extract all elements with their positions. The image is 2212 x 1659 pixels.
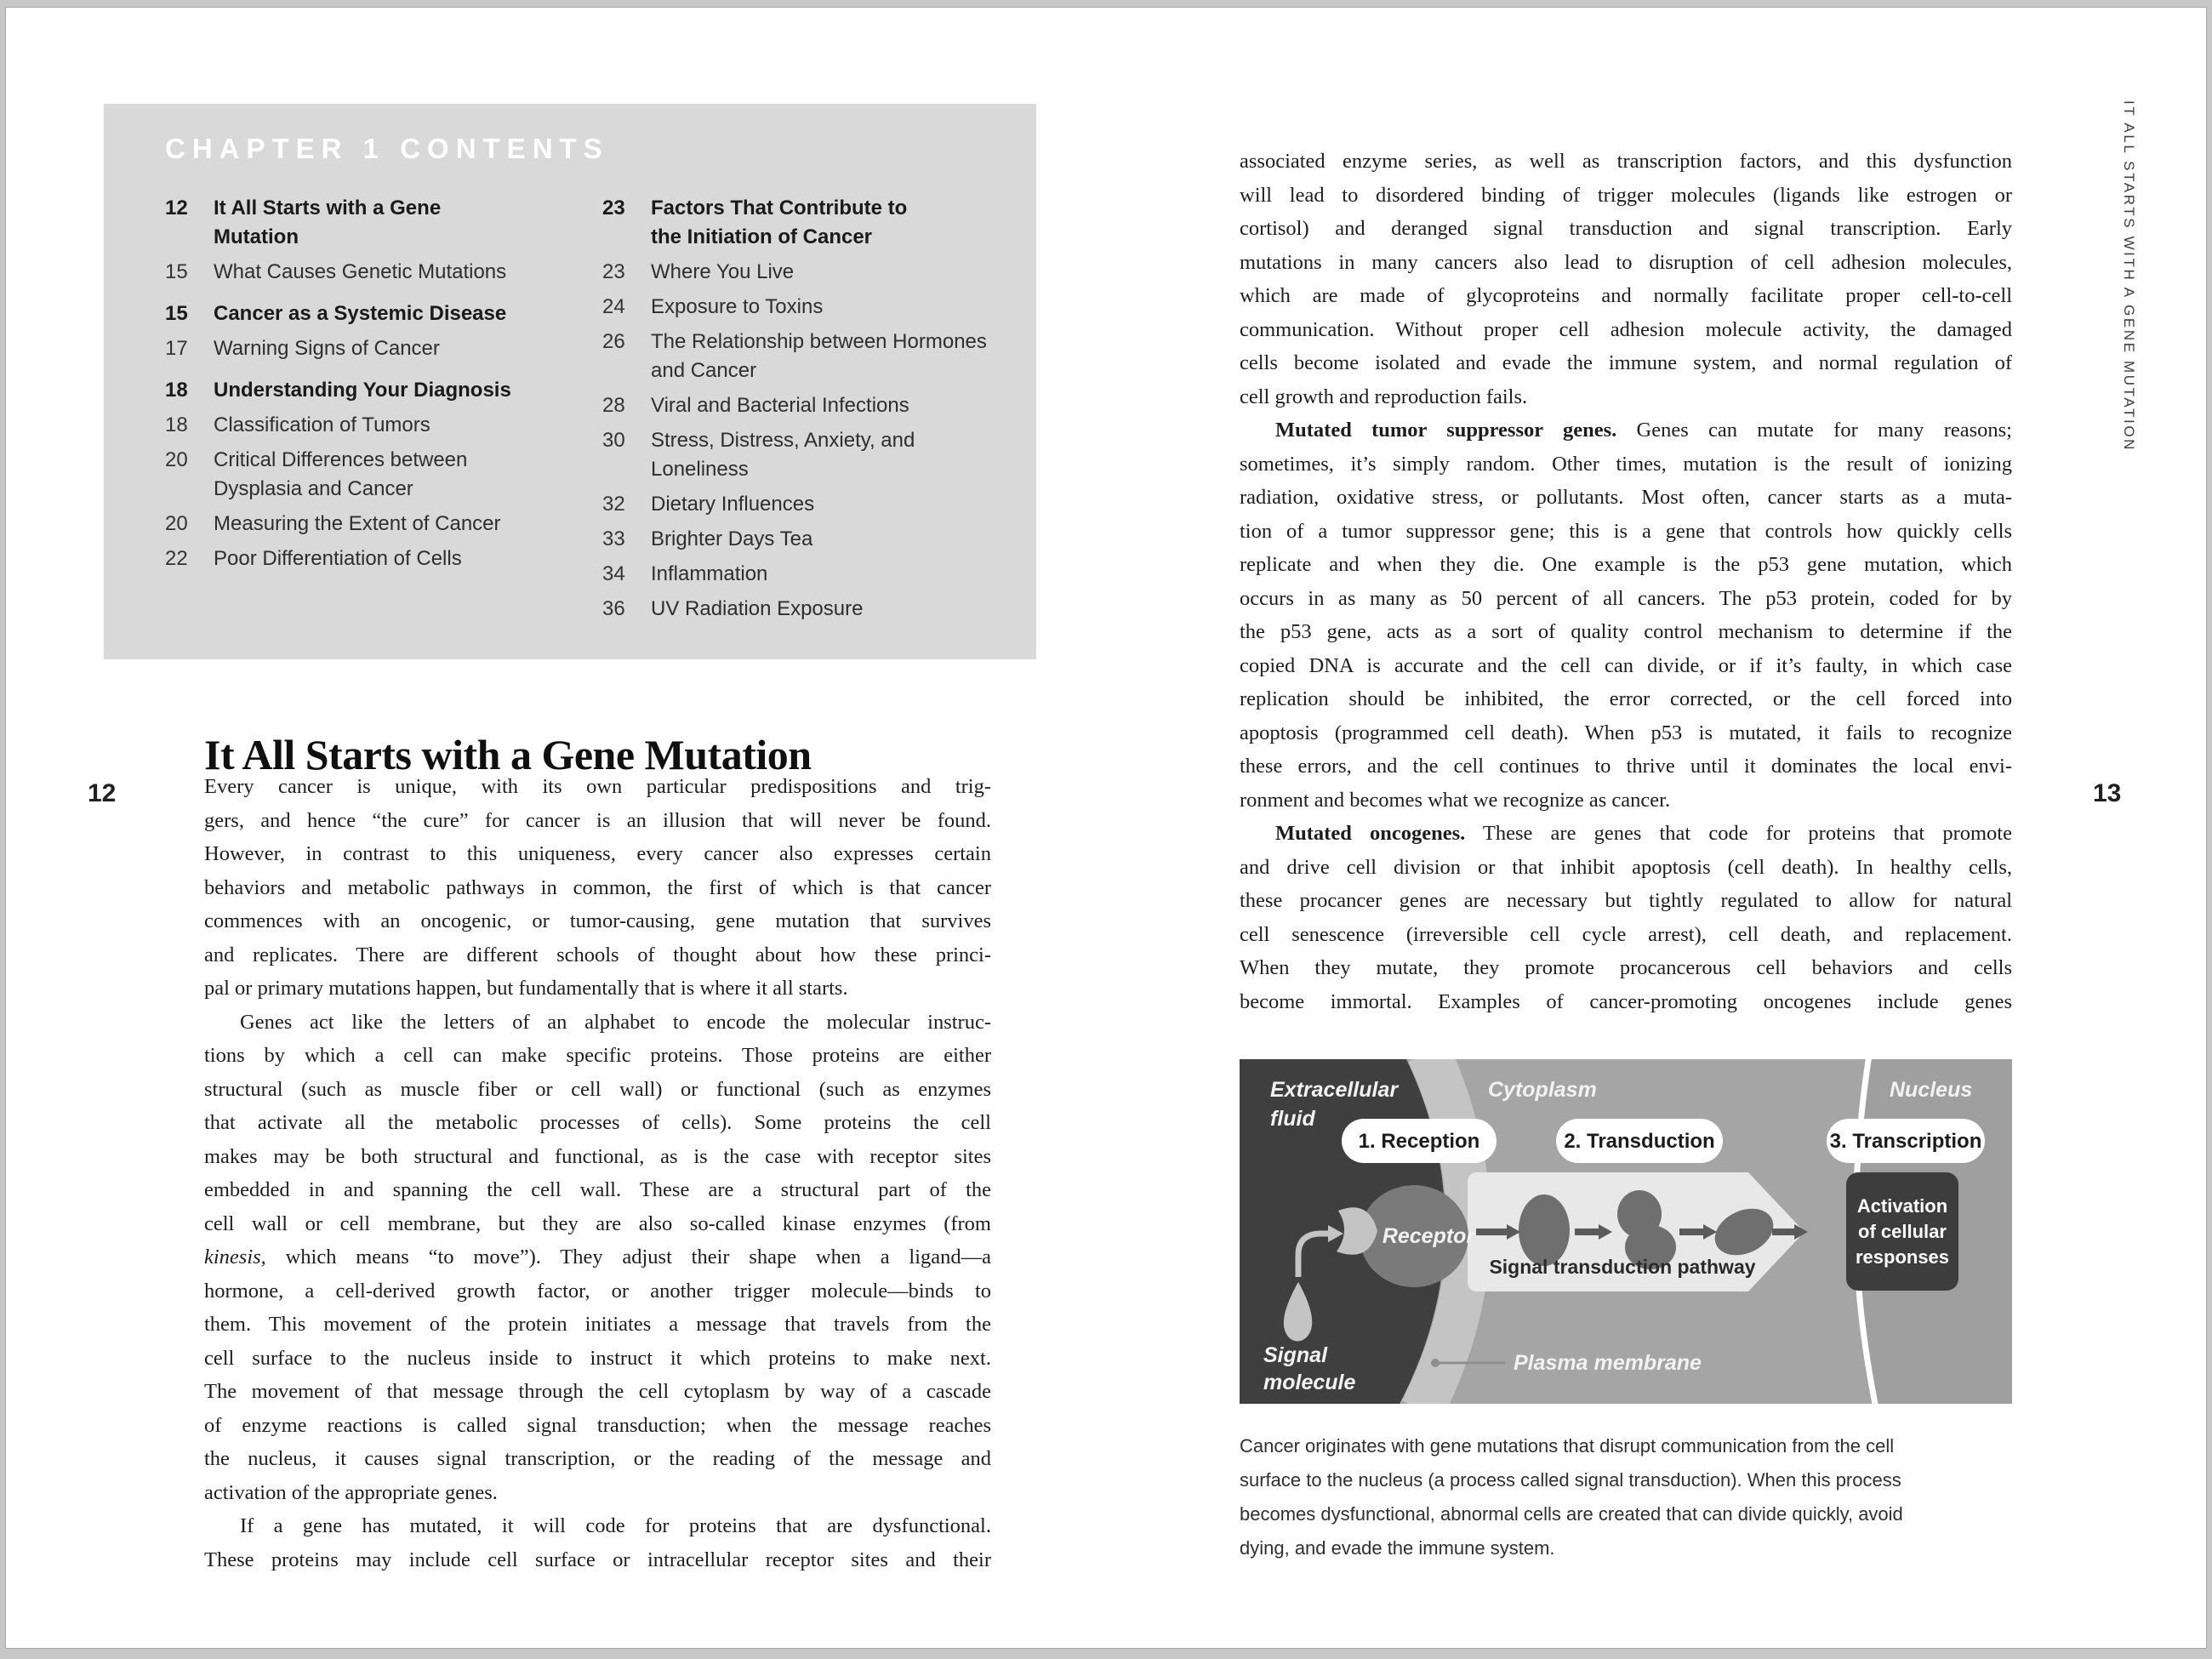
toc-entry bbox=[165, 376, 602, 405]
figure-svg bbox=[1240, 1059, 2012, 1404]
text-line: them. This movement of the protein initiates a message that travels from the bbox=[204, 1313, 991, 1336]
toc-entry-page: 17 bbox=[165, 337, 188, 360]
toc-entry-page: 20 bbox=[165, 512, 188, 535]
text-line: which are made of glycoproteins and normally facilitate proper cell-to-cell bbox=[1240, 284, 2012, 307]
text-line: Every cancer is unique, with its own particular predispositions and trig- bbox=[204, 775, 991, 798]
text-line: Cancer originates with gene mutations that disrupt communication from the cell bbox=[1240, 1435, 1895, 1457]
text-line: These proteins may include cell surface or intracellular receptor sites and their bbox=[204, 1548, 991, 1571]
page-number-right: 13 bbox=[2093, 779, 2122, 807]
receptor-label: Receptor bbox=[1382, 1224, 1475, 1248]
text-line: and drive cell division or that inhibit apoptosis (cell death). In healthy cells, bbox=[1240, 855, 2012, 879]
toc-entry bbox=[165, 510, 602, 539]
toc-entry-title: What Causes Genetic Mutations bbox=[214, 260, 507, 283]
text-line: apoptosis (programmed cell death). When p53 is mutated, it fails to recognize bbox=[1240, 721, 2012, 744]
toc-entry-page: 23 bbox=[602, 260, 625, 283]
text-line: associated enzyme series, as well as transcription factors, and this dysfunction bbox=[1240, 150, 2012, 173]
text-line: behaviors and metabolic pathways in common, the first of which is that cancer bbox=[204, 875, 991, 899]
toc-entry-title: The Relationship between Hormones and Cancer bbox=[651, 330, 987, 382]
page-number-left: 12 bbox=[88, 779, 117, 807]
text-line: sometimes, it’s simply random. Other times, mutation is the result of ionizing bbox=[1240, 452, 2012, 476]
text-line: cells become isolated and evade the immune system, and normal regulation of bbox=[1240, 351, 2012, 374]
toc-entry bbox=[602, 560, 1016, 589]
text-line: pal or primary mutations happen, but fundamentally that is where it all starts. bbox=[204, 977, 848, 1000]
toc-entry-page: 34 bbox=[602, 562, 625, 585]
cytoplasm-label: Cytoplasm bbox=[1488, 1078, 1597, 1102]
nucleus-label: Nucleus bbox=[1890, 1078, 1973, 1102]
text-line: Mutated oncogenes. These are genes that code for proteins that promote bbox=[1275, 822, 2012, 845]
toc-entry-title: Brighter Days Tea bbox=[651, 527, 813, 550]
toc-entry-title: Exposure to Toxins bbox=[651, 295, 824, 318]
section-heading: It All Starts with a Gene Mutation bbox=[204, 730, 812, 778]
text-line: copied DNA is accurate and the cell can divide, or if it’s faulty, in which case bbox=[1240, 653, 2012, 677]
signal-molecule-label-1: Signal bbox=[1263, 1343, 1328, 1367]
plasma-membrane-label: Plasma membrane bbox=[1514, 1351, 1702, 1375]
text-line: Mutated tumor suppressor genes. Genes can mutate for many reasons; bbox=[1275, 419, 2012, 442]
text-line: cell surface to the nucleus inside to instruct it which proteins to make next. bbox=[204, 1346, 991, 1370]
toc-entry bbox=[165, 411, 602, 440]
text-line: replicate and when they die. One example is the p53 gene mutation, which bbox=[1240, 553, 2012, 576]
text-line: hormone, a cell-derived growth factor, or another trigger molecule—binds to bbox=[204, 1279, 991, 1303]
toc-entry-title: It All Starts with a Gene Mutation bbox=[214, 197, 442, 248]
toc-entry bbox=[165, 334, 602, 363]
signal-transduction-figure bbox=[1240, 1059, 2012, 1404]
toc-entry bbox=[165, 544, 602, 573]
toc-entry bbox=[602, 426, 1016, 484]
text-line: gers, and hence “the cure” for cancer is an illusion that will never be found. bbox=[204, 808, 991, 832]
text-line: cell growth and reproduction fails. bbox=[1240, 385, 1528, 408]
toc-entry bbox=[602, 391, 1016, 420]
text-line: become immortal. Examples of cancer-promoting oncogenes include genes bbox=[1240, 989, 2012, 1013]
toc-entry bbox=[602, 525, 1016, 554]
toc-entry-title: Stress, Distress, Anxiety, and Loneliness bbox=[651, 429, 915, 481]
pathway-label: Signal transduction pathway bbox=[1489, 1256, 1756, 1278]
text-line: the nucleus, it causes signal transcription, or the reading of the message and bbox=[204, 1447, 991, 1470]
text-line: kinesis, which means “to move”). They adjust their shape when a ligand—a bbox=[204, 1246, 991, 1268]
toc-entry-page: 20 bbox=[165, 448, 188, 471]
text-line: If a gene has mutated, it will code for proteins that are dysfunctional. bbox=[240, 1514, 991, 1537]
right-page-body bbox=[1240, 145, 2012, 1018]
toc-entry bbox=[602, 258, 1016, 287]
toc-entry-title: Where You Live bbox=[651, 260, 795, 283]
text-line: dying, and evade the immune system. bbox=[1240, 1537, 1555, 1559]
transduction-label: 2. Transduction bbox=[1564, 1130, 1715, 1153]
toc-entry-title: Inflammation bbox=[651, 562, 768, 585]
text-line: communication. Without proper cell adhesion molecule activity, the damaged bbox=[1240, 317, 2012, 341]
toc-entry-page: 26 bbox=[602, 330, 625, 353]
toc-entry-title: Factors That Contribute to the Initiation of Cancer bbox=[651, 197, 908, 248]
toc-entry bbox=[602, 490, 1016, 519]
toc-entry-title: Classification of Tumors bbox=[214, 413, 430, 436]
text-line: surface to the nucleus (a process called signal transduction). When this process bbox=[1240, 1469, 1901, 1491]
reception-label: 1. Reception bbox=[1358, 1130, 1480, 1153]
toc-entry bbox=[602, 328, 1016, 385]
text-line: that activate all the metabolic processes of cells). Some proteins the cell bbox=[204, 1111, 991, 1134]
signal-molecule-label-2: molecule bbox=[1263, 1371, 1356, 1394]
toc-entry-title: Understanding Your Diagnosis bbox=[214, 379, 511, 402]
text-line: makes may be both structural and functional, as is the case with receptor sites bbox=[204, 1144, 991, 1168]
toc-entry-title: Warning Signs of Cancer bbox=[214, 337, 440, 360]
text-line: cell wall or cell membrane, but they are also so-called kinase enzymes (from bbox=[204, 1211, 991, 1235]
text-line: commences with an oncogenic, or tumor-causing, gene mutation that survives bbox=[204, 909, 991, 932]
text-line: However, in contrast to this uniqueness, every cancer also expresses certain bbox=[204, 842, 991, 865]
transcription-label: 3. Transcription bbox=[1829, 1130, 1982, 1153]
toc-entry-title: UV Radiation Exposure bbox=[651, 597, 864, 620]
text-line: tion of a tumor suppressor gene; this is a gene that controls how quickly cells bbox=[1240, 519, 2012, 543]
toc-entry-page: 33 bbox=[602, 527, 625, 550]
text-line: and replicates. There are different schools of thought about how these princi- bbox=[204, 943, 991, 966]
toc-entry-title: Critical Differences between Dysplasia and Cancer bbox=[214, 448, 468, 500]
text-line: cell senescence (irreversible cell cycle arrest), cell death, and replacement. bbox=[1240, 922, 2012, 946]
text-line: mutations in many cancers also lead to disruption of cell adhesion molecules, bbox=[1240, 250, 2012, 274]
text-line: the p53 gene, acts as a sort of quality control mechanism to determine if the bbox=[1240, 620, 2012, 643]
text-line: becomes dysfunctional, abnormal cells are created that can divide quickly, avoid bbox=[1240, 1503, 1903, 1525]
text-line: these procancer genes are necessary but tightly regulated to allow for natural bbox=[1240, 889, 2012, 912]
toc-entry bbox=[165, 194, 602, 252]
contents-columns bbox=[165, 194, 1016, 630]
running-header: IT ALL STARTS WITH A GENE MUTATION bbox=[2121, 100, 2137, 453]
extracellular-label-1: Extracellular bbox=[1270, 1078, 1399, 1102]
toc-entry-page: 32 bbox=[602, 493, 625, 516]
toc-entry-page: 24 bbox=[602, 295, 625, 318]
text-line: replication should be inhibited, the error corrected, or the cell forced into bbox=[1240, 687, 2012, 710]
activation-label-1: Activation bbox=[1856, 1195, 1948, 1217]
toc-entry-page: 15 bbox=[165, 260, 188, 283]
chapter-contents-box bbox=[104, 104, 1036, 659]
toc-entry-title: Viral and Bacterial Infections bbox=[651, 394, 909, 417]
contents-heading: CHAPTER 1 CONTENTS bbox=[165, 133, 609, 164]
text-line: The movement of that message through the cell cytoplasm by way of a cascade bbox=[204, 1380, 991, 1403]
toc-entry-page: 15 bbox=[165, 302, 188, 325]
toc-entry-title: Cancer as a Systemic Disease bbox=[214, 302, 507, 325]
text-line: of enzyme reactions is called signal transduction; when the message reaches bbox=[204, 1413, 991, 1437]
text-line: will lead to disordered binding of trigger molecules (ligands like estrogen or bbox=[1240, 183, 2012, 207]
figure-caption bbox=[1240, 1429, 2012, 1565]
toc-entry-page: 18 bbox=[165, 413, 188, 436]
text-line: Genes act like the letters of an alphabet to encode the molecular instruc- bbox=[240, 1010, 991, 1034]
toc-entry-page: 30 bbox=[602, 429, 625, 452]
text-line: radiation, oxidative stress, or pollutants. Most often, cancer starts as a muta- bbox=[1240, 486, 2012, 509]
toc-entry bbox=[602, 595, 1016, 624]
text-line: tions by which a cell can make specific proteins. Those proteins are either bbox=[204, 1044, 991, 1067]
extracellular-label-2: fluid bbox=[1270, 1107, 1315, 1131]
toc-entry bbox=[602, 293, 1016, 322]
toc-entry bbox=[165, 258, 602, 287]
toc-entry-page: 12 bbox=[165, 197, 188, 219]
toc-entry-page: 18 bbox=[165, 379, 188, 402]
toc-entry-title: Measuring the Extent of Cancer bbox=[214, 512, 501, 535]
activation-label-2: of cellular bbox=[1858, 1221, 1947, 1242]
contents-column-2 bbox=[602, 194, 1016, 630]
text-line: embedded in and spanning the cell wall. These are a structural part of the bbox=[204, 1178, 991, 1201]
text-line: ronment and becomes what we recognize as cancer. bbox=[1240, 788, 1671, 812]
toc-entry bbox=[165, 446, 602, 504]
toc-entry-page: 22 bbox=[165, 547, 188, 570]
activation-label-3: responses bbox=[1855, 1246, 1950, 1268]
text-line: When they mutate, they promote procancerous cell behaviors and cells bbox=[1240, 956, 2012, 979]
text-line: structural (such as muscle fiber or cell wall) or functional (such as enzymes bbox=[204, 1077, 991, 1101]
toc-entry-page: 36 bbox=[602, 597, 625, 620]
toc-entry-title: Dietary Influences bbox=[651, 493, 815, 516]
toc-entry bbox=[602, 194, 1016, 252]
toc-entry-page: 28 bbox=[602, 394, 625, 417]
text-line: cortisol) and deranged signal transduction and signal transcription. Early bbox=[1240, 217, 2012, 240]
left-page-body bbox=[204, 770, 991, 1576]
contents-column-1 bbox=[165, 194, 602, 630]
toc-entry-title: Poor Differentiation of Cells bbox=[214, 547, 462, 570]
text-line: these errors, and the cell continues to thrive until it dominates the local envi- bbox=[1240, 755, 2012, 778]
text-line: activation of the appropriate genes. bbox=[204, 1480, 498, 1504]
toc-entry-page: 23 bbox=[602, 197, 625, 219]
toc-entry bbox=[165, 299, 602, 328]
text-line: occurs in as many as 50 percent of all cancers. The p53 protein, coded for by bbox=[1240, 586, 2012, 610]
